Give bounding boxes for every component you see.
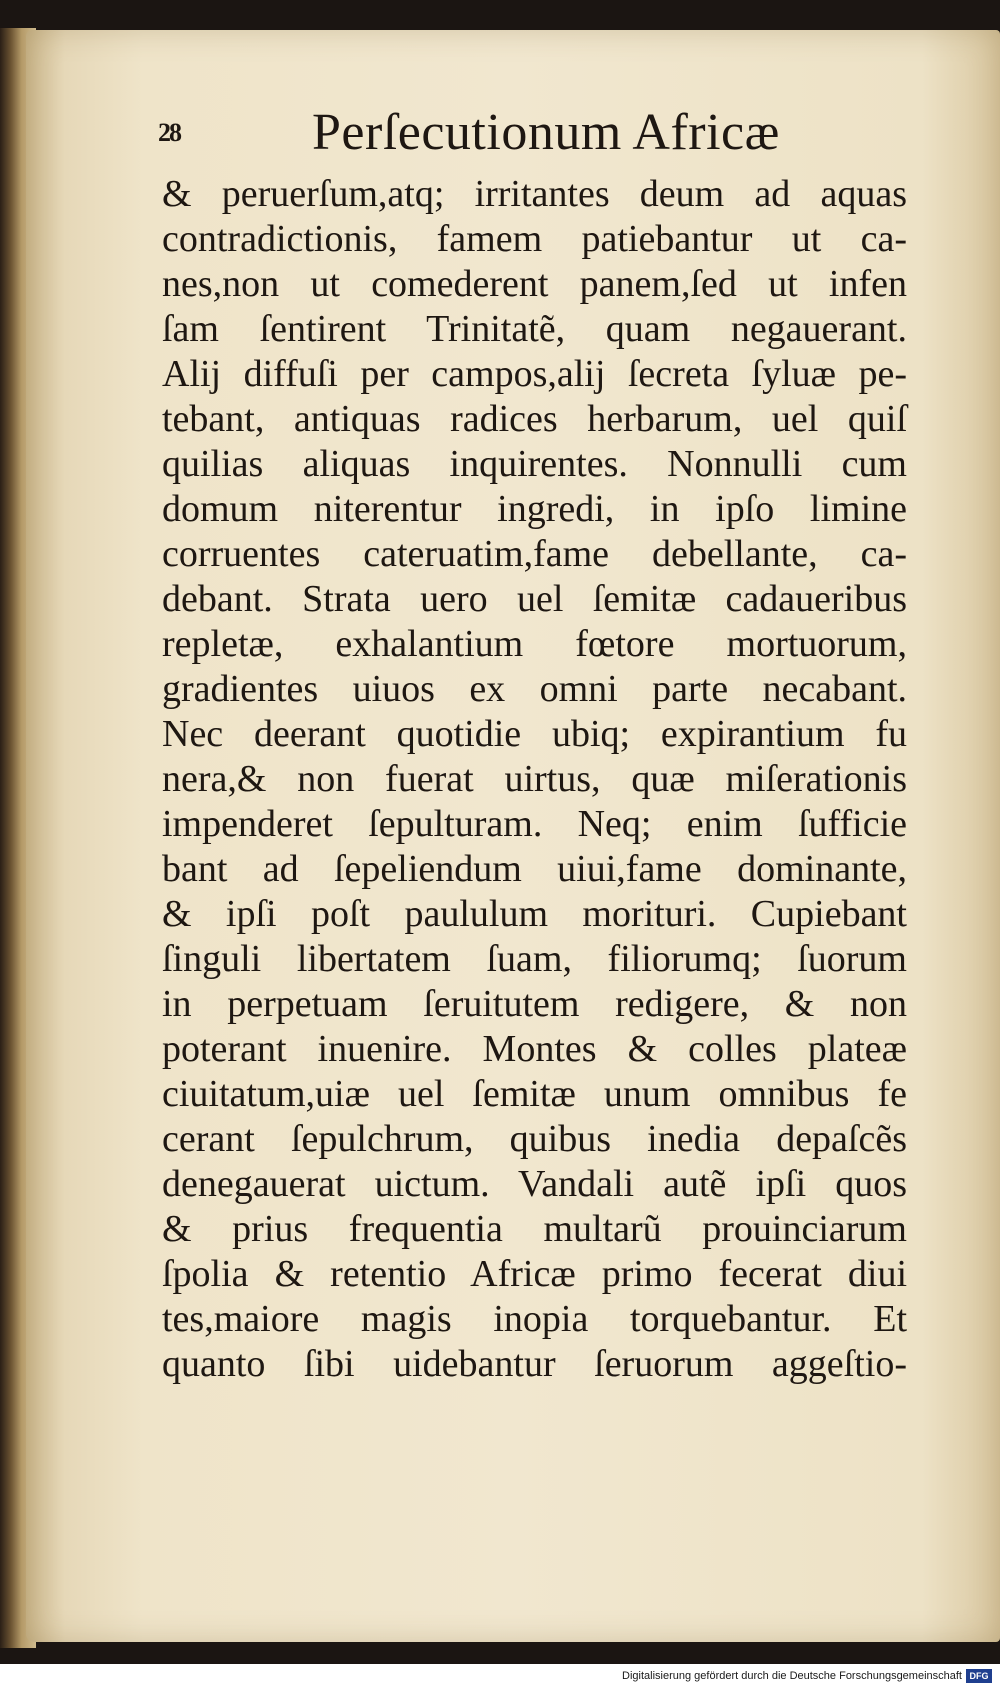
text-line: quanto ſibi uidebantur ſeruorum aggeſtio- xyxy=(162,1343,907,1385)
digitization-footer xyxy=(0,1664,1000,1689)
text-line: poterant inuenire. Montes & colles plateæ xyxy=(162,1028,907,1070)
text-line: ſpolia & retentio Africæ primo fecerat diui xyxy=(162,1253,907,1295)
text-line: corruentes cateruatim,fame debellante, ca- xyxy=(162,533,907,575)
text-line: quilias aliquas inquirentes. Nonnulli cum xyxy=(162,443,907,485)
text-line: ſinguli libertatem ſuam, filiorumq; ſuorum xyxy=(162,938,907,980)
funding-credit: Digitalisierung gefördert durch die Deutsche Forschungsgemeinschaft xyxy=(622,1670,962,1682)
body-text xyxy=(162,172,907,1387)
text-line: Alij diffuſi per campos,alij ſecreta ſyluæ pe- xyxy=(162,353,907,395)
text-line: & prius frequentia multarũ prouinciarum xyxy=(162,1208,907,1250)
page-number: 28 xyxy=(158,118,180,147)
text-line: gradientes uiuos ex omni parte necabant. xyxy=(162,668,907,710)
text-line: & peruerſum,atq; irritantes deum ad aquas xyxy=(162,173,907,215)
text-line: debant. Strata uero uel ſemitæ cadaueribus xyxy=(162,578,907,620)
text-line: impenderet ſepulturam. Neq; enim ſufficie xyxy=(162,803,907,845)
dfg-logo: DFG xyxy=(966,1669,992,1683)
text-line: & ipſi poſt paululum morituri. Cupiebant xyxy=(162,893,907,935)
text-line: nera,& non fuerat uirtus, quæ miſerationis xyxy=(162,758,907,800)
text-line: cerant ſepulchrum, quibus inedia depaſcẽs xyxy=(162,1118,907,1160)
text-line: tes,maiore magis inopia torquebantur. Et xyxy=(162,1298,907,1340)
text-line: nes,non ut comederent panem,ſed ut infen xyxy=(162,263,907,305)
text-line: bant ad ſepeliendum uiui,fame dominante, xyxy=(162,848,907,890)
text-line: ciuitatum,uiæ uel ſemitæ unum omnibus fe xyxy=(162,1073,907,1115)
text-line: ſam ſentirent Trinitatẽ, quam negauerant. xyxy=(162,308,907,350)
text-line: denegauerat uictum. Vandali autẽ ipſi quos xyxy=(162,1163,907,1205)
text-line: in perpetuam ſeruitutem redigere, & non xyxy=(162,983,907,1025)
running-head: Perſecutionum Africæ xyxy=(312,104,780,161)
text-line: repletæ, exhalantium fœtore mortuorum, xyxy=(162,623,907,665)
text-line: domum niterentur ingredi, in ipſo limine xyxy=(162,488,907,530)
text-line: tebant, antiquas radices herbarum, uel quiſ xyxy=(162,398,907,440)
text-line: contradictionis, famem patiebantur ut ca- xyxy=(162,218,907,260)
text-line: Nec deerant quotidie ubiq; expirantium fu xyxy=(162,713,907,755)
